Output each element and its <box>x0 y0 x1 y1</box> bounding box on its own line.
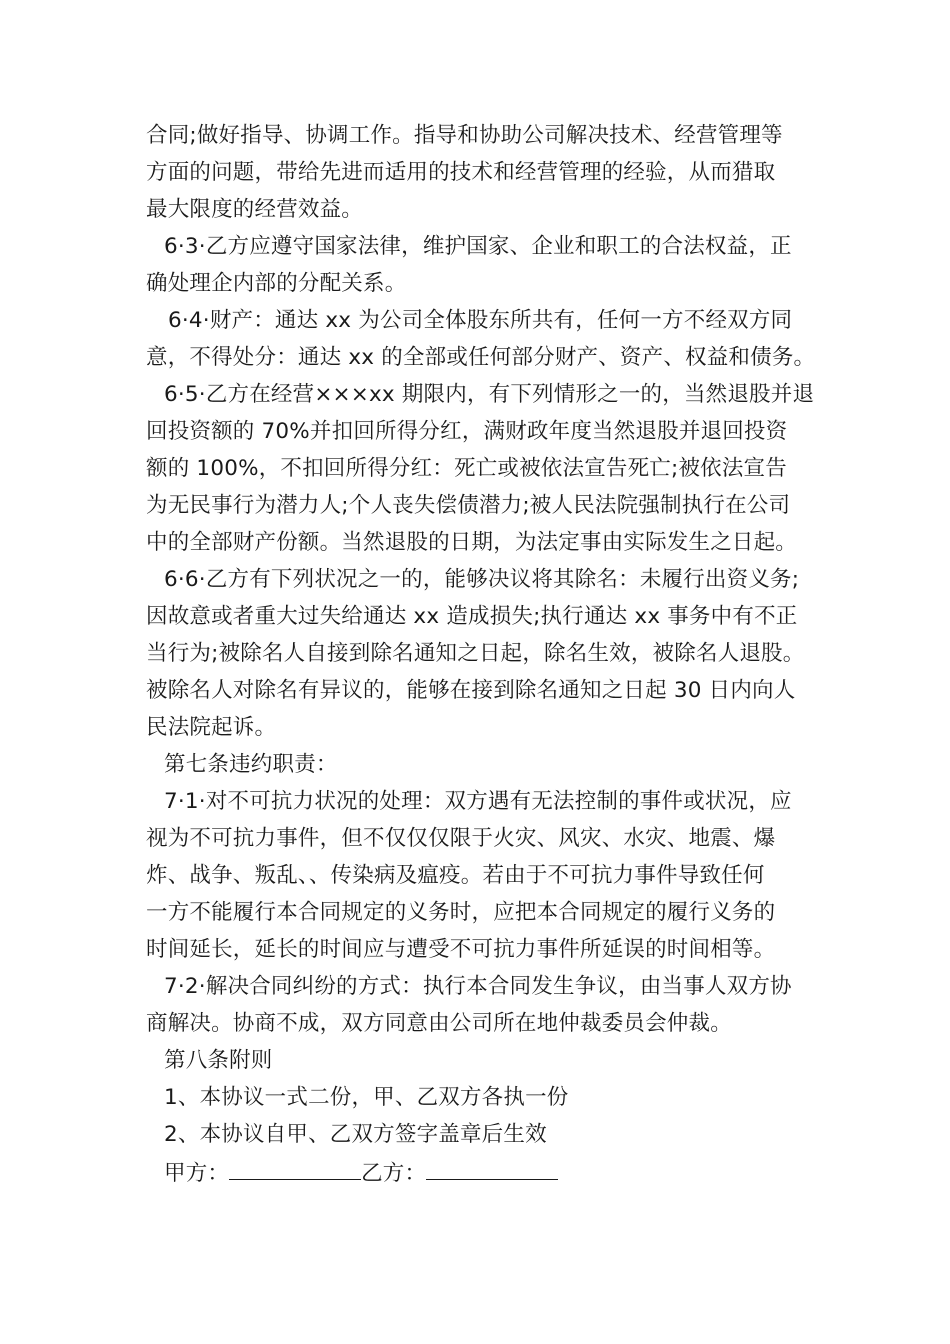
clause-7-1: 7·1·对不可抗力状况的处理：双方遇有无法控制的事件或状况，应 <box>164 789 792 814</box>
paragraph-line: 额的 100%，不扣回所得分红：死亡或被依法宣告死亡;被依法宣告 <box>146 456 787 481</box>
paragraph-line: 时间延长，延长的时间应与遭受不可抗力事件所延误的时间相等。 <box>146 937 776 962</box>
clause-6-6: 6·6·乙方有下列状况之一的，能够决议将其除名：未履行出资义务; <box>164 567 800 592</box>
paragraph-line: 最大限度的经营效益。 <box>146 197 364 222</box>
paragraph-line: 因故意或者重大过失给通达 xx 造成损失;执行通达 xx 事务中有不正 <box>146 604 798 629</box>
party-a-label: 甲方： <box>164 1161 230 1186</box>
clause-6-4: 6·4·财产：通达 xx 为公司全体股东所共有，任何一方不经双方同 <box>168 308 793 333</box>
paragraph-line: 炸、战争、叛乱、、传染病及瘟疫。若由于不可抗力事件导致任何 <box>146 863 765 888</box>
paragraph-line: 确处理企内部的分配关系。 <box>146 271 407 296</box>
paragraph-line: 视为不可抗力事件，但不仅仅仅限于火灾、风灾、水灾、地震、爆 <box>146 826 776 851</box>
paragraph-line: 方面的问题，带给先进而适用的技术和经营管理的经验，从而猎取 <box>146 160 776 185</box>
party-b-label: 乙方： <box>361 1161 427 1186</box>
paragraph-line: 回投资额的 70%并扣回所得分红，满财政年度当然退股并退回投资 <box>146 419 788 444</box>
paragraph-line: 民法院起诉。 <box>146 715 277 740</box>
paragraph-line: 为无民事行为潜力人;个人丧失偿债潜力;被人民法院强制执行在公司 <box>146 493 791 518</box>
paragraph-line: 合同;做好指导、协调工作。指导和协助公司解决技术、经营管理等 <box>146 123 783 148</box>
paragraph-line: 一方不能履行本合同规定的义务时，应把本合同规定的履行义务的 <box>146 900 776 925</box>
paragraph-line: 当行为;被除名人自接到除名通知之日起，除名生效，被除名人退股。 <box>146 641 805 666</box>
paragraph-line: 商解决。协商不成，双方同意由公司所在地仲裁委员会仲裁。 <box>146 1011 732 1036</box>
article-8-heading: 第八条附则 <box>164 1048 273 1073</box>
clause-6-5: 6·5·乙方在经营×××xx 期限内，有下列情形之一的，当然退股并退 <box>164 382 815 407</box>
provision-1: 1、本协议一式二份，甲、乙双方各执一份 <box>164 1085 569 1110</box>
clause-7-2: 7·2·解决合同纠纷的方式：执行本合同发生争议，由当事人双方协 <box>164 974 792 999</box>
contract-body <box>146 117 816 1190</box>
paragraph-line: 中的全部财产份额。当然退股的日期，为法定事由实际发生之日起。 <box>146 530 798 555</box>
party-b-signature-blank[interactable] <box>426 1153 558 1180</box>
paragraph-line: 意，不得处分：通达 xx 的全部或任何部分财产、资产、权益和债务。 <box>146 345 816 370</box>
paragraph-line: 被除名人对除名有异议的，能够在接到除名通知之日起 30 日内向人 <box>146 678 796 703</box>
signature-line <box>146 1153 810 1190</box>
party-a-signature-blank[interactable] <box>229 1153 361 1180</box>
clause-6-3: 6·3·乙方应遵守国家法律，维护国家、企业和职工的合法权益，正 <box>164 234 792 259</box>
provision-2: 2、本协议自甲、乙双方签字盖章后生效 <box>164 1122 547 1147</box>
article-7-heading: 第七条违约职责： <box>164 752 338 777</box>
